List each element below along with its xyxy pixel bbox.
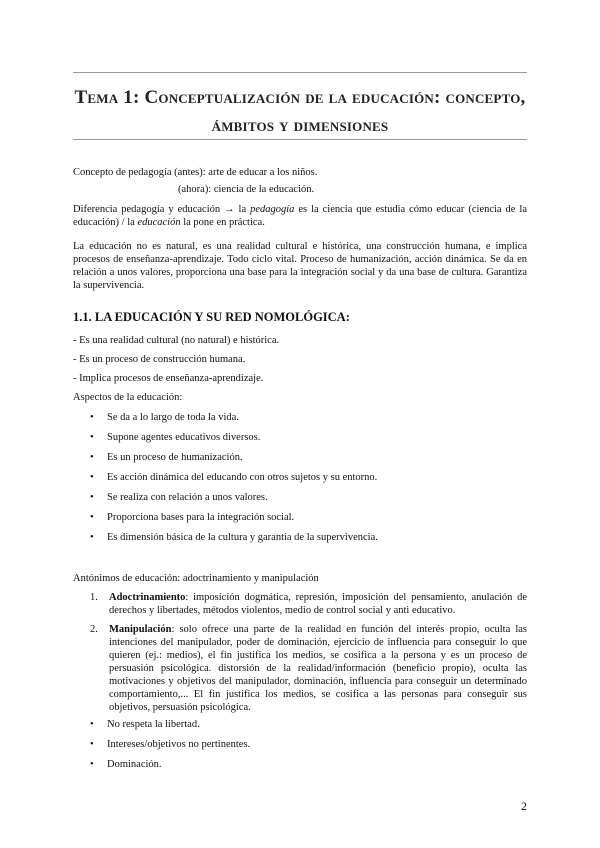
numbered-item: 2. Manipulación: solo ofrece una parte de la realidad en función del interés propio, oculta las intenciones del manipulador, poder de dominación, ejercicio de influencia para conseguir lo que quieren (ej.: medios), el fin justifica los medios, se cosifica a la persona y es un proceso de persuasión psicológica. distorsión de la realidad/información (beneficio propio), oculta las motivaciones y objetivos del manipulador, dominación, influencia para conseguir un determinado comportamiento,... El fin justifica los medios, se cosifica a las personas para conseguir sus objetivos, persuasión psicológica.: [90, 624, 527, 713]
page-title: [73, 84, 527, 140]
section-heading: 1.1. LA EDUCACIÓN Y SU RED NOMOLÓGICA:: [73, 310, 350, 324]
bullet-icon: •: [90, 472, 94, 483]
aspects-label: Aspectos de la educación:: [73, 392, 183, 403]
bullet-icon: •: [90, 759, 94, 770]
title-bottom-rule: [73, 139, 527, 140]
antonyms-label: Antónimos de educación: adoctrinamiento y manipulación: [73, 573, 319, 584]
top-rule: [73, 72, 527, 73]
bullet-icon: •: [90, 452, 94, 463]
numbered-item: 1. Adoctrinamiento: imposición dogmática, represión, imposición del pensamiento, anulación de derechos y libertades, métodos violentos, medio de control social y anti educativo.: [90, 592, 527, 616]
dash-item: - Implica procesos de enseñanza-aprendizaje.: [73, 373, 264, 384]
dash-item: - Es un proceso de construcción humana.: [73, 354, 246, 365]
definition-now: (ahora): ciencia de la educación.: [178, 184, 315, 195]
bullet-icon: •: [90, 719, 94, 730]
bullet-icon: •: [90, 412, 94, 423]
bullet-icon: •: [90, 532, 94, 543]
title-line-1: Tema 1: Conceptualización de la educación: concepto,: [74, 87, 526, 108]
dash-item: - Es una realidad cultural (no natural) e histórica.: [73, 335, 280, 346]
title-line-2: ámbitos y dimensiones: [211, 115, 389, 136]
bullet-icon: •: [90, 492, 94, 503]
education-paragraph: La educación no es natural, es una realidad cultural e histórica, una construcción humana, e implica procesos de enseñanza-aprendizaje. Todo ciclo vital. Proceso de humanización, acción dinámica. Se da en relación a unos valores, proporciona una base para la integración social y da una base de cultura. Garantiza la supervivencia.: [73, 241, 527, 291]
bullet-icon: •: [90, 432, 94, 443]
difference-paragraph: Diferencia pedagogía y educación → la pedagogía es la ciencia que estudia cómo educar (ciencia de la educación) / la educación la pone en práctica.: [73, 204, 528, 228]
bullet-icon: •: [90, 739, 94, 750]
document-page: Tema 1: Conceptualización de la educación: concepto, ámbitos y dimensiones Concepto de pedagogía (antes): arte de educar a los niños. (ahora): ciencia de la educación. Diferencia pedagogía y educación → la pedagogía es la ciencia que estudia cómo educar (ciencia de la educación) / la educación la pone en práctica. La educación no es natural, es una realidad cultural e histórica, una construcción humana, e implica procesos de enseñanza-aprendizaje. Todo ciclo vital. Proceso de humanización, acción dinámica. Se da en relación a unos valores, proporciona una base para la integración social y da una base de cultura. Garantiza la supervivencia. 1.1. LA EDUCACIÓN Y SU RED NOMOLÓGICA: - Es una realidad cultural (no natural) e histórica. - Es un proceso de construcción humana. - Implica procesos de enseñanza-aprendizaje. Aspectos de la educación: • Se da a lo largo de toda la vida. • Supone agentes educativos diversos. • Es un proceso de humanización. • Es acción dinámica del educando con otros sujetos y su entorno. • Se realiza con relación a unos valores. • Proporciona bases para la integración social. • Es dimensión básica de la cultura y garantía de la supervivencia. Antónimos de educación: adoctrinamiento y manipulación 1. Adoctrinamiento: imposición dogmática, represión, imposición del pensamiento, anulación de derechos y libertades, métodos violentos, medio de control social y anti educativo. 2. Manipulación: solo ofrece una parte de la realidad en función del interés propio, oculta las intenciones del manipulador, poder de dominación, ejercicio de influencia para conseguir lo que quieren (ej.: medios), el fin justifica los medios, se cosifica a la persona y es un proceso de persuasión psicológica. distorsión de la realidad/información (beneficio propio), oculta las motivaciones y objetivos del manipulador, dominación, influencia para conseguir un determinado comportamiento,... El fin justifica los medios, se cosifica a las personas para conseguir sus objetivos, persuasión psicológica. • No respeta la libertad. • Intereses/objetivos no pertinentes. • Dominación.: [73, 0, 527, 848]
page-number: 2: [521, 799, 527, 813]
bullet-icon: •: [90, 512, 94, 523]
definition-before: Concepto de pedagogía (antes): arte de educar a los niños.: [73, 167, 318, 178]
